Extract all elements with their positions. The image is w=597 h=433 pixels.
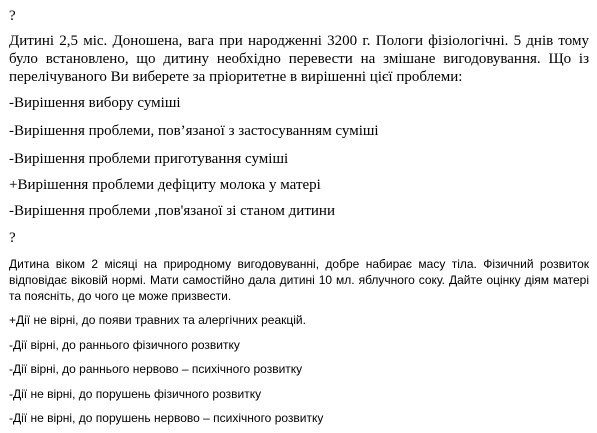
question-1-option: +Вирішення проблеми дефіциту молока у матері bbox=[9, 177, 321, 193]
question-2-option: -Дії вірні, до раннього нервово – психічного розвитку bbox=[9, 362, 303, 376]
question-2-option: -Дії не вірні, до порушень фізичного розвитку bbox=[9, 387, 262, 401]
question-2-text bbox=[9, 256, 589, 304]
question-1-marker: ? bbox=[9, 8, 16, 24]
question-1-text-line: Дитині 2,5 міс. Доношена, вага при народженні 3200 г. Пологи фізіологічні. 5 днів тому bbox=[9, 33, 589, 49]
question-1-option: -Вирішення проблеми ,пов'язаної зі станом дитини bbox=[9, 203, 335, 219]
question-1-option: -Вирішення проблеми приготування суміші bbox=[9, 151, 289, 167]
question-1-text bbox=[9, 32, 589, 86]
question-2-text-line: Дитина віком 2 місяці на природному вигодовуванні, добре набирає масу тіла. Фізичний розвиток bbox=[9, 257, 589, 271]
question-1-text-line: було встановлено, що дитину необхідно перевести на змішане вигодовування. Що із bbox=[9, 51, 589, 67]
question-1-option: -Вирішення вибору суміші bbox=[9, 95, 181, 111]
question-2-option: -Дії вірні, до раннього фізичного розвитку bbox=[9, 338, 240, 352]
question-2-option: -Дії не вірні, до порушень нервово – психічного розвитку bbox=[9, 411, 324, 425]
question-2-marker: ? bbox=[9, 230, 16, 246]
question-1-text-line: перелічуваного Ви виберете за пріоритетне в вирішенні цієї проблеми: bbox=[9, 69, 463, 85]
question-2-option: +Дії не вірні, до появи травних та алергічних реакцій. bbox=[9, 313, 306, 327]
question-1-option: -Вирішення проблеми, пов’язаної з застосуванням суміші bbox=[9, 123, 379, 139]
question-2-text-line: відповідає віковій нормі. Мати самостійно дала дитині 10 мл. яблучного соку. Дайте оцінку діям матері bbox=[9, 273, 589, 287]
question-2-text-line: та поясніть, до чого це може призвести. bbox=[9, 289, 232, 303]
